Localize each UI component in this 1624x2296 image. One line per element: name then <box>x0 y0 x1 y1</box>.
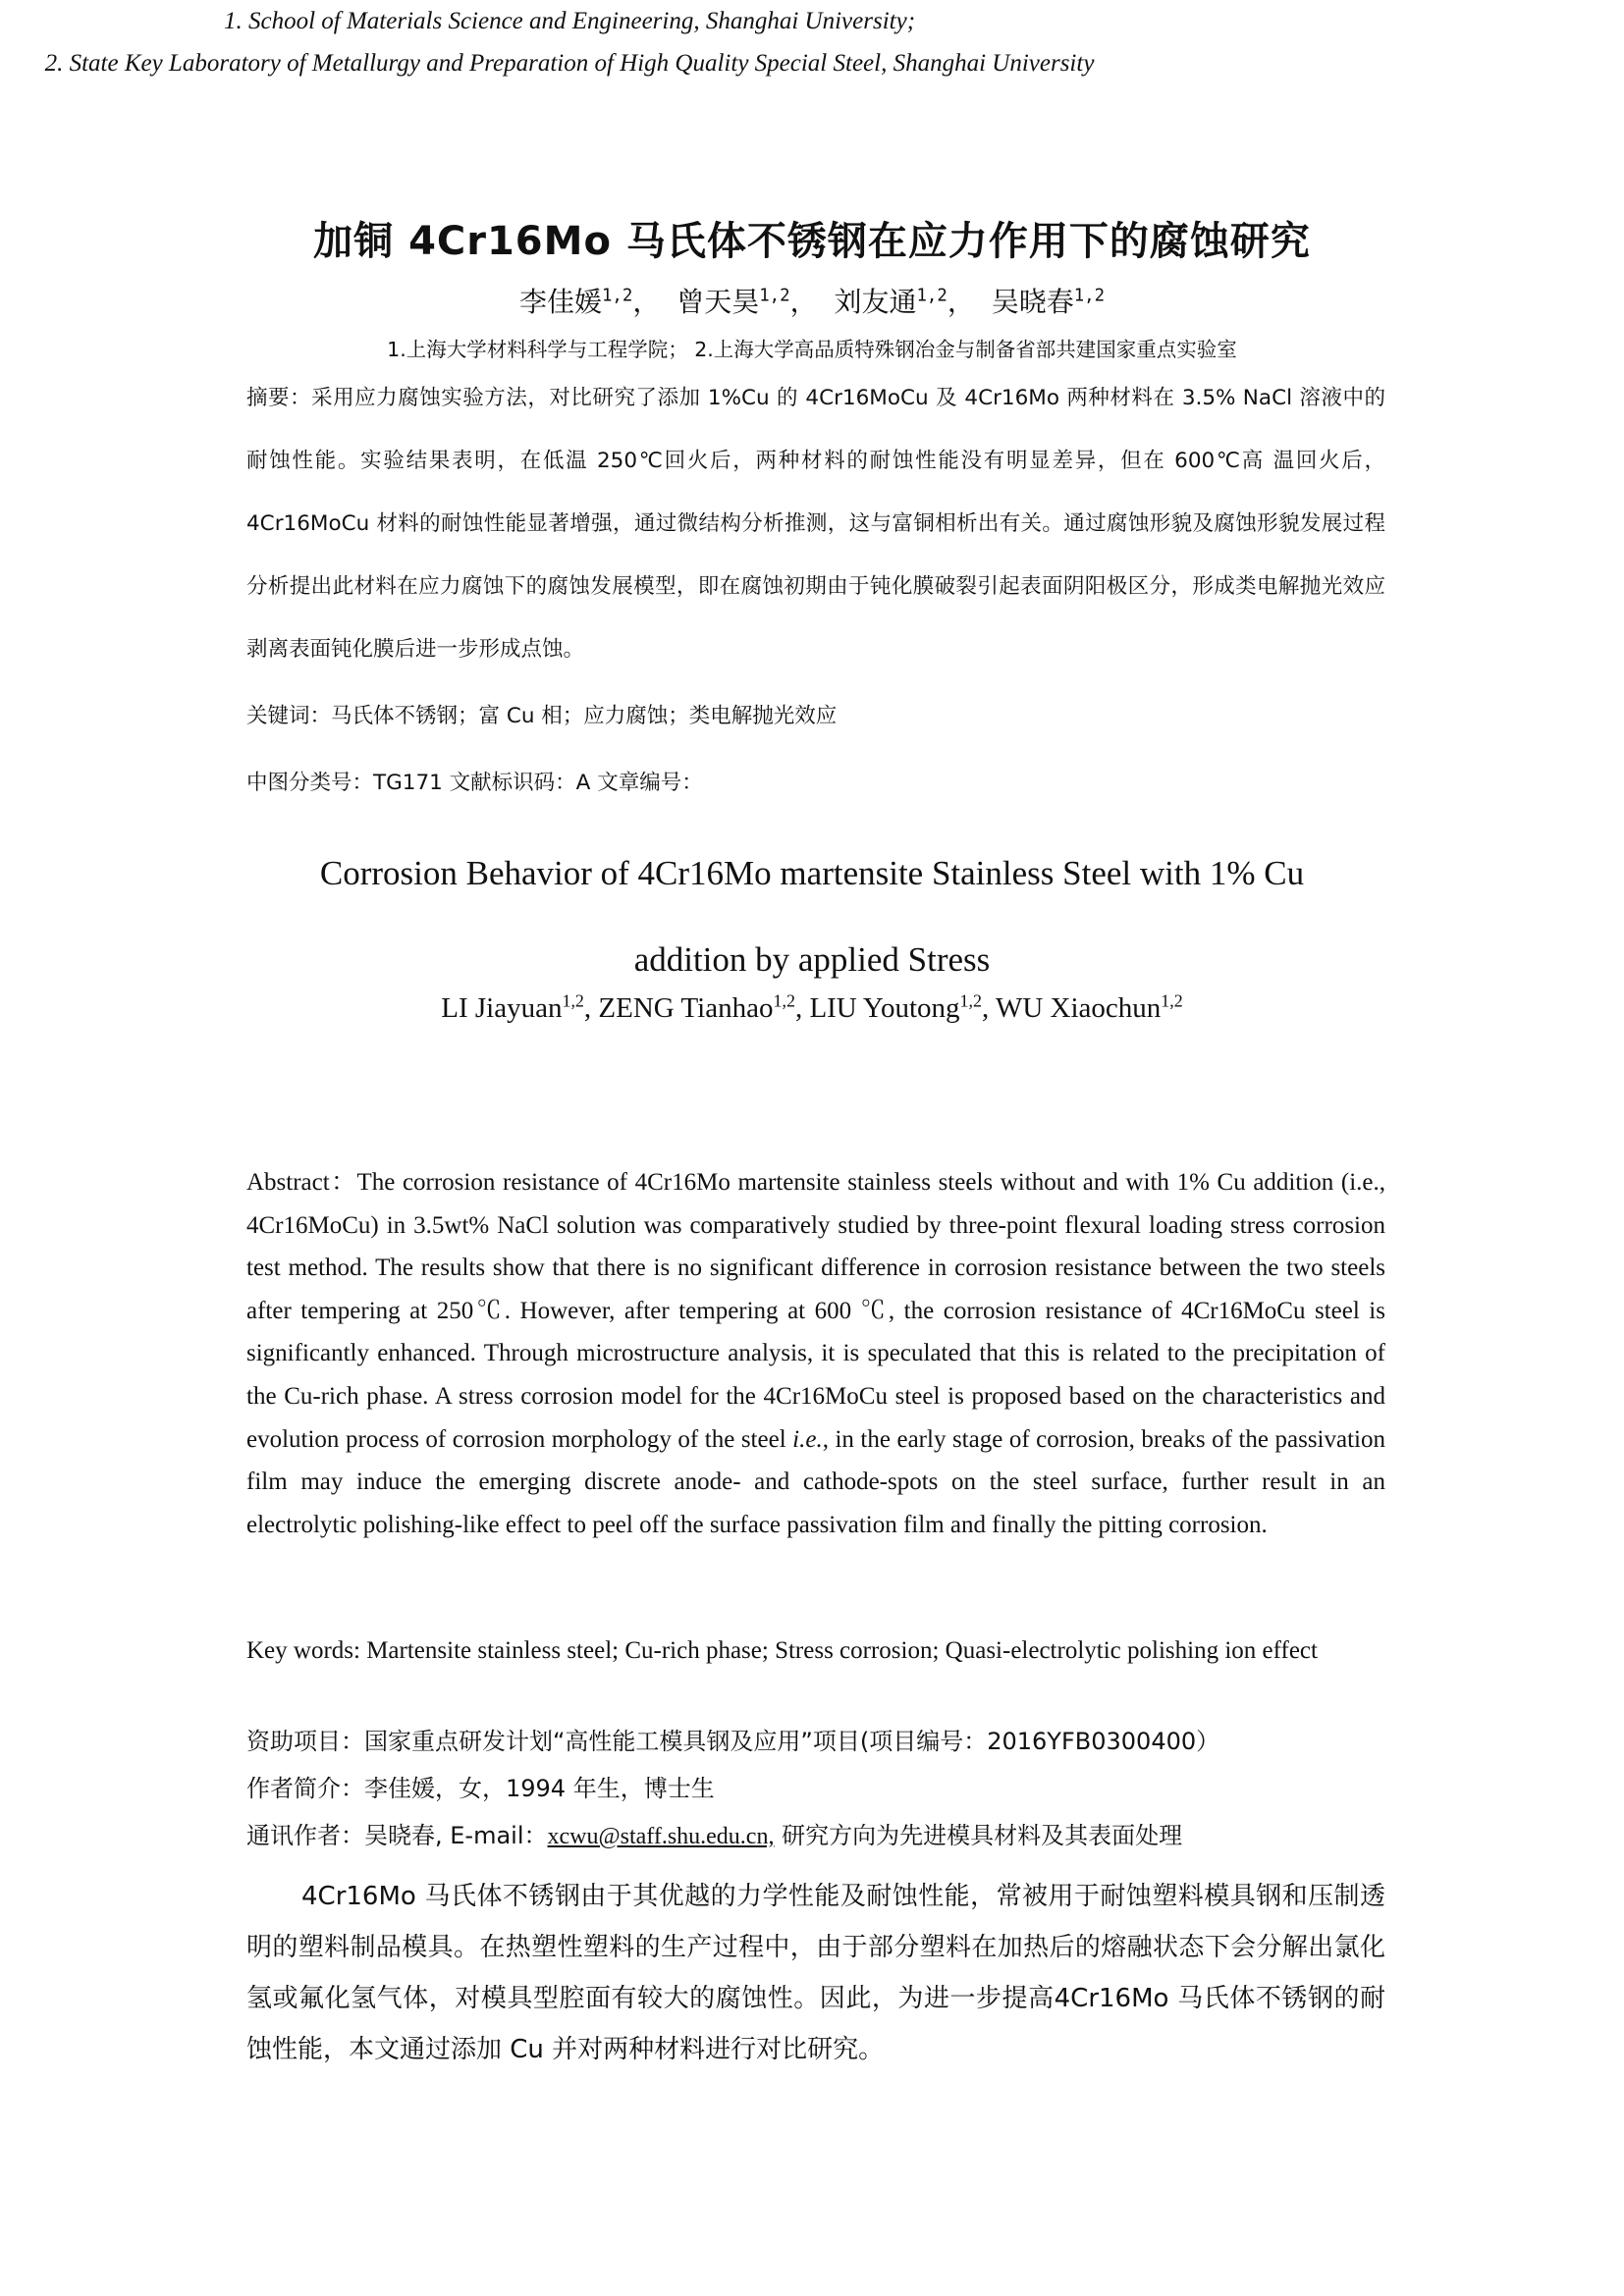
abstract-en-part-2: , in the early stage of corrosion, breaks of the passivation film may induce the emerging discrete anode- and cathode-spots on the steel surface, further result in an electrolytic polishing-like effect to peel off the surface passivation film and finally the pitting corrosion. <box>246 1425 1385 1538</box>
author-cn: 刘友通$^{1,2}$， <box>834 286 975 318</box>
affiliations-cn: 1.上海大学材料科学与工程学院； 2.上海大学高品质特殊钢冶金与制备省部共建国家重点实验室 <box>387 338 1237 361</box>
affiliations-en <box>0 0 1139 84</box>
author-en: WU Xiaochun$^{1,2}$ <box>995 990 1183 1024</box>
title-en-line-1: Corrosion Behavior of 4Cr16Mo martensite Stainless Steel with 1% Cu <box>319 854 1305 892</box>
abstract-cn: 摘要：采用应力腐蚀实验方法，对比研究了添加 1%Cu 的 4Cr16MoCu 及 4Cr16Mo 两种材料在 3.5% NaCl 溶液中的耐蚀性能。实验结果表明，在低温 250℃回火后，两种材料的耐蚀性能没有明显差异，但在 600℃高 温回火后，4Cr16MoCu 材料的耐蚀性能显著增强，通过微结构分析推测，这与富铜相析出有关。通过腐蚀形貌及腐蚀形貌发展过程分析提出此材料在应力腐蚀下的腐蚀发展模型，即在腐蚀初期由于钝化膜破裂引起表面阴阳极区分，形成类电解抛光效应剥离表面钝化膜后进一步形成点蚀。 <box>246 386 1385 662</box>
author-bio-line: 作者简介：李佳媛，女，1994 年生，博士生 <box>246 1775 715 1802</box>
author-en: ZENG Tianhao$^{1,2}$, <box>598 990 810 1024</box>
title-cn: 加铜 4Cr16Mo 马氏体不锈钢在应力作用下的腐蚀研究 <box>313 219 1311 264</box>
correspondence-line <box>246 1816 1385 1850</box>
correspondence-suffix: 研究方向为先进模具材料及其表面处理 <box>774 1822 1183 1849</box>
classification-line: 中图分类号：TG171 文献标识码：A 文章编号： <box>246 771 703 795</box>
author-en: LIU Youtong$^{1,2}$, <box>809 990 996 1024</box>
abstract-en <box>246 1161 1385 1546</box>
affiliation-en-1: 1. School of Materials Science and Engineering, Shanghai University; <box>223 8 916 34</box>
authors-en <box>0 992 1624 1025</box>
author-en: LI Jiayuan$^{1,2}$, <box>441 990 599 1024</box>
affiliation-en-2: 2. State Key Laboratory of Metallurgy and Preparation of High Quality Special Steel, Shanghai University <box>44 50 1095 77</box>
author-cn: 曾天昊$^{1,2}$， <box>677 286 818 318</box>
abstract-en-part-1: Abstract：The corrosion resistance of 4Cr16Mo martensite stainless steels without and with 1% Cu addition (i.e., 4Cr16MoCu) in 3.5wt% NaCl solution was comparatively studied by three-point flexural loading stress corrosion test method. The results show that there is no significant difference in corrosion resistance between the two steels after tempering at 250℃. However, after tempering at 600 ℃, the corrosion resistance of 4Cr16MoCu steel is significantly enhanced. Through microstructure analysis, it is speculated that this is related to the precipitation of the Cu-rich phase. A stress corrosion model for the 4Cr16MoCu steel is proposed based on the characteristics and evolution process of corrosion morphology of the steel <box>246 1169 1385 1453</box>
email-link[interactable]: xcwu@staff.shu.edu.cn, <box>547 1824 775 1849</box>
keywords-cn: 关键词：马氏体不锈钢；富 Cu 相；应力腐蚀；类电解抛光效应 <box>246 704 838 728</box>
authors-cn <box>0 281 1624 320</box>
title-en <box>0 830 1624 1003</box>
keywords-en: Key words: Martensite stainless steel; Cu-rich phase; Stress corrosion; Quasi-electrolytic polishing ion effect <box>246 1637 1318 1664</box>
intro-paragraph: 4Cr16Mo 马氏体不锈钢由于其优越的力学性能及耐蚀性能，常被用于耐蚀塑料模具钢和压制透明的塑料制品模具。在热塑性塑料的生产过程中，由于部分塑料在加热后的熔融状态下会分解出氯化氢或氟化氢气体，对模具型腔面有较大的腐蚀性。因此，为进一步提高4Cr16Mo 马氏体不锈钢的耐蚀性能，本文通过添加 Cu 并对两种材料进行对比研究。 <box>246 1882 1385 2064</box>
title-en-line-2: addition by applied Stress <box>633 940 991 979</box>
author-cn: 吴晓春$^{1,2}$ <box>991 286 1106 318</box>
correspondence-prefix: 通讯作者：吴晓春, E-mail： <box>246 1822 548 1849</box>
abstract-en-ie: i.e. <box>792 1425 823 1453</box>
author-cn: 李佳媛$^{1,2}$， <box>518 286 661 318</box>
funding-line: 资助项目：国家重点研发计划“高性能工模具钢及应用”项目(项目编号：2016YFB0300400） <box>246 1728 1220 1755</box>
